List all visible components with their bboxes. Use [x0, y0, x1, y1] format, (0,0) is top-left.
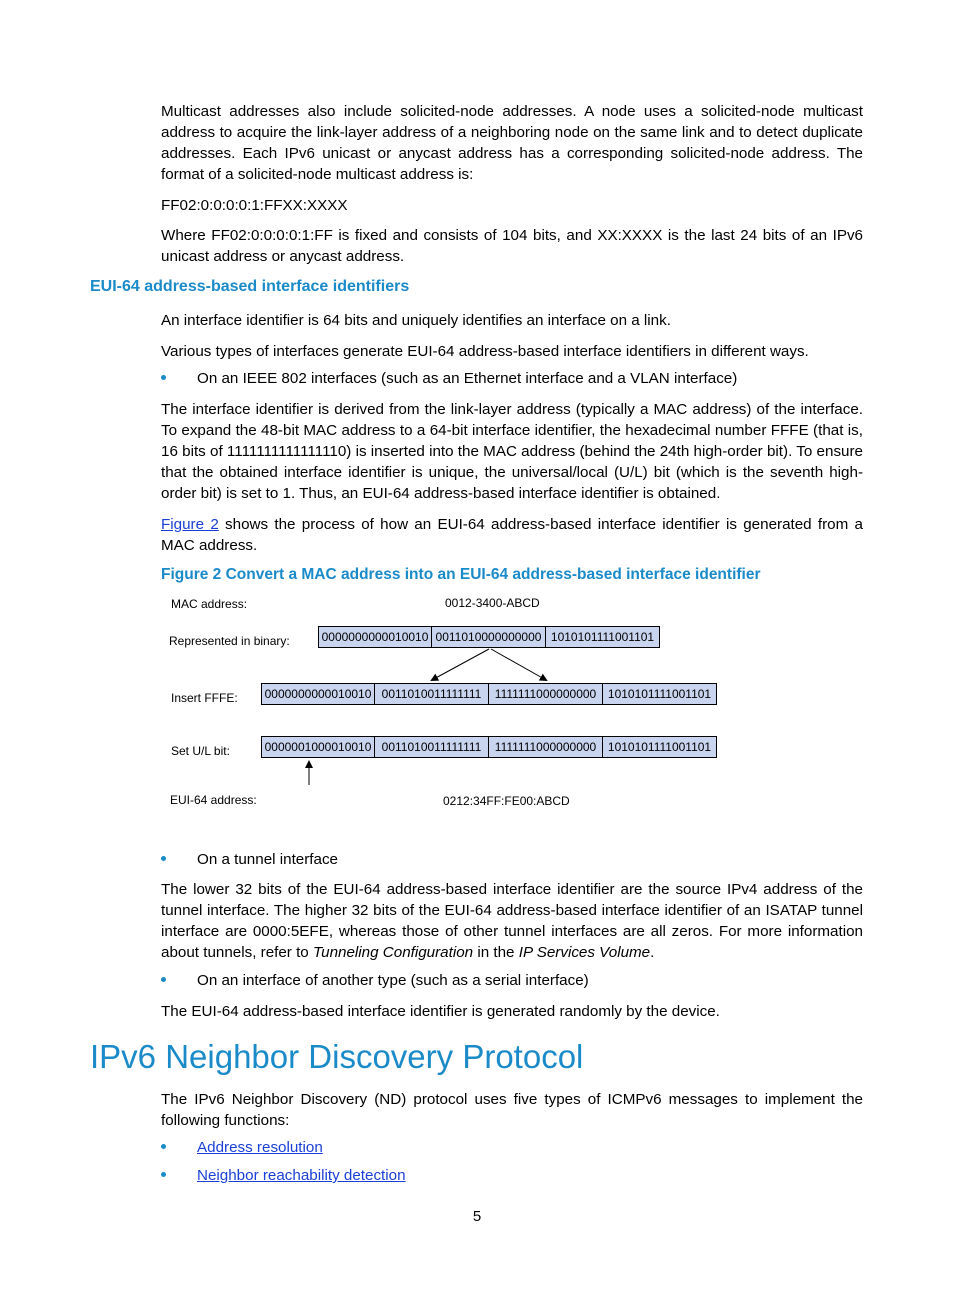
ul-cell: 1010101111001101	[602, 736, 717, 758]
mac-address-label: MAC address:	[171, 597, 248, 611]
section-heading-nd: IPv6 Neighbor Discovery Protocol	[90, 1038, 584, 1075]
insert-arrow-left	[432, 649, 489, 680]
address-format: FF02:0:0:0:0:1:FFXX:XXXX	[161, 197, 348, 214]
address-resolution-link[interactable]: Address resolution	[197, 1139, 323, 1156]
bullet-dot-icon	[161, 977, 166, 982]
bullet-text: On an interface of another type (such as a serial interface)	[197, 972, 589, 989]
eui-paragraph-5	[161, 879, 863, 963]
binary-label: Represented in binary:	[169, 634, 290, 648]
insert-cell: 1010101111001101	[602, 683, 717, 705]
ul-cell: 0011010011111111	[374, 736, 489, 758]
eui-paragraph-3: The interface identifier is derived from the link-layer address (typically a MAC address) of the interface. To expand the 48-bit MAC address to a 64-bit interface identifier, the hexadecimal number FFFE (that is, 16 bits of 1111111111111110) is inserted into the MAC address (behind the 24th high-order bit). To ensure that the obtained interface identifier is unique, the universal/local (U/L) bit (which is the seventh high-order bit) is set to 1. Thus, an EUI-64 address-based interface identifier is obtained.	[161, 401, 863, 502]
bullet-text: On a tunnel interface	[197, 851, 338, 868]
tunnel-text: in the	[473, 944, 519, 961]
eui64-address-value: 0212:34FF:FE00:ABCD	[443, 794, 570, 808]
binary-cell: 0011010000000000	[431, 626, 546, 648]
bullet-text: On an IEEE 802 interfaces (such as an Ethernet interface and a VLAN interface)	[197, 370, 738, 387]
bullet-dot-icon	[161, 856, 166, 861]
bullet-dot-icon	[161, 375, 166, 380]
insert-arrow-right	[491, 649, 546, 680]
nd-paragraph: The IPv6 Neighbor Discovery (ND) protocol uses five types of ICMPv6 messages to implement the following functions:	[161, 1091, 863, 1129]
eui-paragraph-2: Various types of interfaces generate EUI-64 address-based interface identifiers in different ways.	[161, 343, 809, 360]
binary-cell: 0000000000010010	[318, 626, 432, 648]
insert-cell: 1111111000000000	[488, 683, 603, 705]
ul-cell: 1111111000000000	[488, 736, 603, 758]
figure-reference-text: shows the process of how an EUI-64 address-based interface identifier is generated from a MAC address.	[161, 516, 864, 554]
tunnel-text: .	[650, 944, 655, 961]
intro-paragraph: Multicast addresses also include solicited-node addresses. A node uses a solicited-node multicast address to acquire the link-layer address of a neighboring node on the same link and to detect duplicate addresses. Each IPv6 unicast or anycast address has a corresponding solicited-node address. The format of a solicited-node multicast address is:	[161, 103, 863, 183]
section-heading-eui64: EUI-64 address-based interface identifiers	[90, 278, 410, 295]
tunneling-config-ref: Tunneling Configuration	[312, 944, 474, 961]
insert-fffe-label: Insert FFFE:	[171, 691, 238, 705]
ul-cell: 0000001000010010	[261, 736, 375, 758]
bullet-dot-icon	[161, 1172, 166, 1177]
format-explanation: Where FF02:0:0:0:0:1:FF is fixed and consists of 104 bits, and XX:XXXX is the last 24 bits of an IPv6 unicast address or anycast address.	[161, 227, 863, 265]
binary-cell: 1010101111001101	[545, 626, 660, 648]
insert-cell: 0011010011111111	[374, 683, 489, 705]
bullet-dot-icon	[161, 1144, 166, 1149]
tunnel-text: The lower 32 bits of the EUI-64 address-based interface identifier are the source IPv4 address of the tunnel interface. The higher 32 bits of the EUI-64 address-based interface identifier of an ISATAP tunnel interface are 0000:5EFE, whereas those of other tunnel interfaces are all zeros. For more information about tunnels, refer to	[161, 881, 863, 961]
eui64-address-label: EUI-64 address:	[170, 793, 257, 807]
neighbor-reachability-link[interactable]: Neighbor reachability detection	[197, 1167, 406, 1184]
mac-address-value: 0012-3400-ABCD	[445, 596, 540, 610]
page-number: 5	[472, 1208, 482, 1225]
figure-caption: Figure 2 Convert a MAC address into an EUI-64 address-based interface identifier	[161, 566, 761, 583]
eui-paragraph-4	[161, 514, 863, 556]
eui-paragraph-6: The EUI-64 address-based interface identifier is generated randomly by the device.	[161, 1003, 720, 1020]
ip-services-volume-ref: IP Services Volume	[518, 944, 651, 961]
eui-paragraph-1: An interface identifier is 64 bits and uniquely identifies an interface on a link.	[161, 312, 671, 329]
set-ul-bit-label: Set U/L bit:	[171, 744, 230, 758]
insert-cell: 0000000000010010	[261, 683, 375, 705]
figure-2-link[interactable]: Figure 2	[161, 516, 219, 533]
